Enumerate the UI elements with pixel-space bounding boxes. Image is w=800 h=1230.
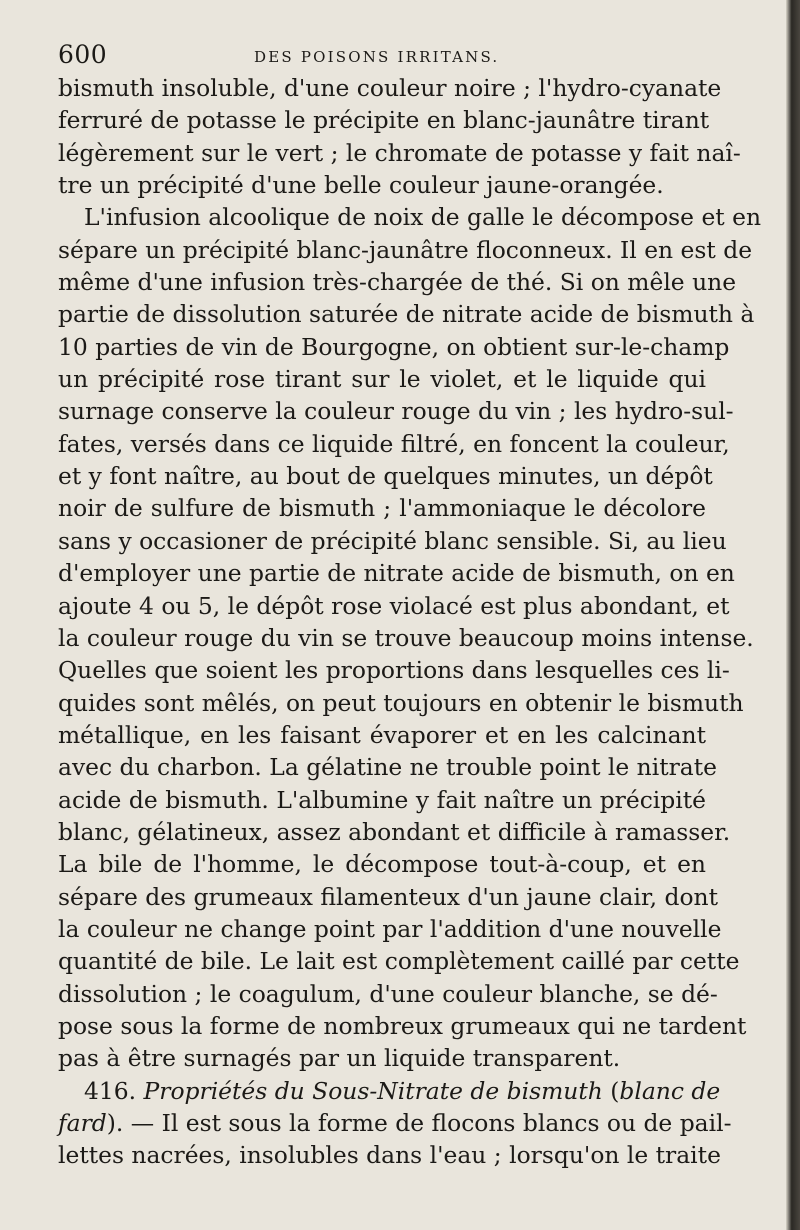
text-line: quantité de bile. Le lait est complètement caillé par cette xyxy=(58,947,740,976)
text-line: bismuth insoluble, d'une couleur noire ; l'hydro-cyanate xyxy=(58,74,722,102)
section-title-2: fard xyxy=(58,1109,107,1137)
text-line: pose sous la forme de nombreux grumeaux qui ne tardent xyxy=(58,1011,747,1040)
text-line: avec du charbon. La gélatine ne trouble point le nitrate xyxy=(58,753,717,782)
text-line: sépare des grumeaux filamenteux d'un jaune clair, dont xyxy=(58,882,718,911)
text-line: métallique, en les faisant évaporer et en les calcinant xyxy=(58,720,706,749)
section-paren: ( xyxy=(610,1076,620,1105)
text-line: blanc, gélatineux, assez abondant et difficile à ramasser. xyxy=(58,817,731,846)
text-line: quides sont mêlés, on peut toujours en obtenir le bismuth xyxy=(58,688,744,717)
running-title: DES POISONS IRRITANS. xyxy=(254,48,500,66)
text-line: ferruré de potasse le précipite en blanc-jaunâtre tirant xyxy=(58,106,710,135)
text-line: la couleur rouge du vin se trouve beaucoup moins intense. xyxy=(58,623,754,652)
book-gutter-shadow xyxy=(786,0,800,1230)
body-text xyxy=(58,72,762,1172)
section-text-2: ). — Il est sous la forme de flocons blancs ou de pail- xyxy=(106,1109,732,1137)
text-line: dissolution ; le coagulum, d'une couleur blanche, se dé- xyxy=(58,979,718,1008)
text-line: tre un précipité d'une belle couleur jaune-orangée. xyxy=(58,171,664,200)
text-line: acide de bismuth. L'albumine y fait naître un précipité xyxy=(58,785,706,814)
text-line: fates, versés dans ce liquide filtré, en foncent la couleur, xyxy=(58,429,730,458)
text-line: d'employer une partie de nitrate acide de bismuth, on en xyxy=(58,559,735,588)
text-line: noir de sulfure de bismuth ; l'ammoniaque le décolore xyxy=(58,494,706,523)
text-line: un précipité rose tirant sur le violet, et le liquide qui xyxy=(58,365,706,394)
text-line: sans y occasioner de précipité blanc sensible. Si, au lieu xyxy=(58,526,727,555)
text-line: L'infusion alcoolique de noix de galle le décompose et en xyxy=(84,203,762,232)
section-number: 416. xyxy=(84,1076,137,1105)
page-number: 600 xyxy=(58,40,108,69)
section-line-2 xyxy=(58,1107,732,1139)
text-line: légèrement sur le vert ; le chromate de potasse y fait naî- xyxy=(58,138,741,167)
page-header xyxy=(58,40,716,74)
section-line-3: lettes nacrées, insolubles dans l'eau ; lorsqu'on le traite xyxy=(58,1141,721,1170)
text-line: 10 parties de vin de Bourgogne, on obtient sur-le-champ xyxy=(58,332,730,361)
text-line: ajoute 4 ou 5, le dépôt rose violacé est plus abondant, et xyxy=(58,591,730,620)
text-line: partie de dissolution saturée de nitrate acide de bismuth à xyxy=(58,300,755,329)
text-line: surnage conserve la couleur rouge du vin ; les hydro-sul- xyxy=(58,397,734,426)
text-line: et y font naître, au bout de quelques minutes, un dépôt xyxy=(58,462,713,491)
text-line: La bile de l'homme, le décompose tout-à-coup, et en xyxy=(58,850,706,879)
text-line: la couleur ne change point par l'addition d'une nouvelle xyxy=(58,914,722,943)
text-line: pas à être surnagés par un liquide transparent. xyxy=(58,1044,621,1073)
text-line: sépare un précipité blanc-jaunâtre floconneux. Il en est de xyxy=(58,235,753,264)
section-heading-line xyxy=(58,1075,721,1107)
text-line: Quelles que soient les proportions dans lesquelles ces li- xyxy=(58,656,730,685)
section-title: Propriétés du Sous-Nitrate de bismuth xyxy=(143,1076,603,1105)
paragraph-lines xyxy=(58,72,762,1075)
section-title-end: blanc de xyxy=(619,1076,721,1105)
text-line: même d'une infusion très-chargée de thé. Si on mêle une xyxy=(58,268,737,297)
